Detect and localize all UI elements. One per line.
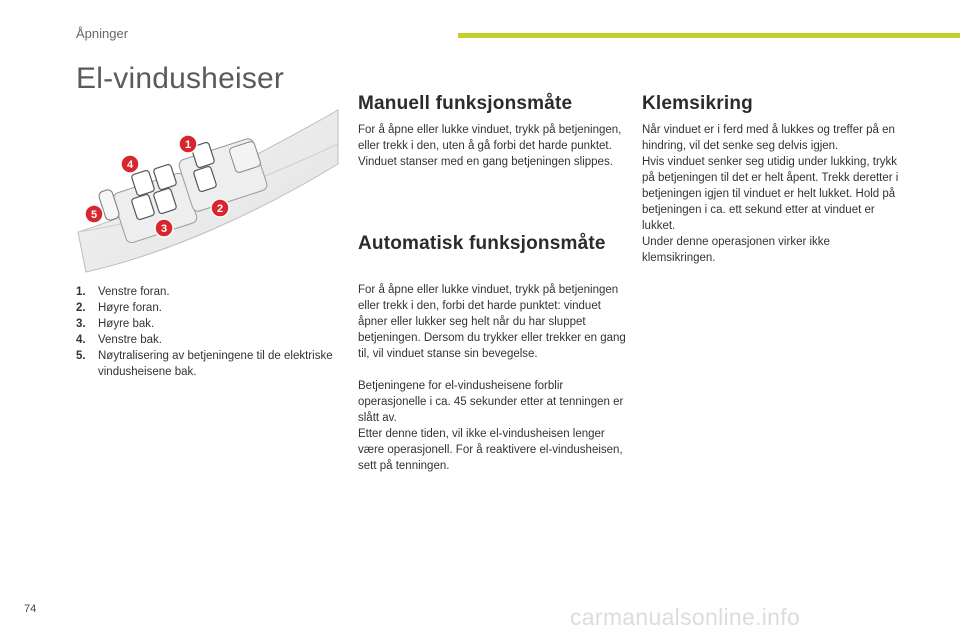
legend-item xyxy=(76,316,336,332)
legend-item xyxy=(76,300,336,316)
manual-text: For å åpne eller lukke vinduet, trykk på betjeningen, eller trekk i den, uten å gå forbi det harde punktet. Vinduet stanser med en gang betjeningen slippes. xyxy=(358,124,622,168)
header-accent-bar xyxy=(458,33,960,38)
antipinch-text-3: Under denne operasjonen virker ikke klemsikringen. xyxy=(642,236,830,264)
automatic-text-2a: Betjeningene for el-vindusheisene forblir operasjonelle i ca. 45 sekunder etter at tenningen er slått av. xyxy=(358,380,624,424)
automatic-section xyxy=(358,233,626,474)
antipinch-text-2: Hvis vinduet senker seg utidig under lukking, trykk på betjeningen til det er helt åpent. Trekk deretter i betjeningen igjen til vinduet er helt lukket. Hold på betjeningen i ca. ett sekund etter at vinduet er lukket. xyxy=(642,156,899,232)
legend-text: Høyre foran. xyxy=(98,302,162,314)
window-switch-illustration xyxy=(76,104,341,274)
legend-number: 2. xyxy=(76,302,86,314)
legend-text: Høyre bak. xyxy=(98,318,155,330)
manual-heading: Manuell funksjonsmåte xyxy=(358,93,573,114)
callout-1 xyxy=(179,135,197,153)
manual-section xyxy=(358,93,626,170)
page-title: El-vindusheiser xyxy=(76,62,285,95)
legend-item xyxy=(76,348,336,380)
section-label: Åpninger xyxy=(76,26,129,41)
callout-label-5: 5 xyxy=(90,209,98,221)
antipinch-section xyxy=(642,93,904,266)
callout-label-2: 2 xyxy=(216,203,224,215)
automatic-text-1: For å åpne eller lukke vinduet, trykk på betjeningen eller trekk i den, forbi det harde punktet: vinduet åpner eller lukker seg helt når du har sluppet betjeningen. Dersom du trykker eller trekker en gang til, vil vinduet stanse sin bevegelse. xyxy=(358,284,626,360)
antipinch-heading: Klemsikring xyxy=(642,93,753,114)
legend-text: Venstre bak. xyxy=(98,334,162,346)
legend-number: 3. xyxy=(76,318,86,330)
callout-label-3: 3 xyxy=(160,223,168,235)
callout-label-1: 1 xyxy=(184,139,192,151)
legend-item xyxy=(76,284,336,300)
page-number: 74 xyxy=(24,603,37,615)
legend-number: 5. xyxy=(76,350,86,362)
antipinch-text-1: Når vinduet er i ferd med å lukkes og treffer på en hindring, vil det senke seg delvis igjen. xyxy=(642,124,895,152)
legend-number: 4. xyxy=(76,334,86,346)
legend-text: Venstre foran. xyxy=(98,286,170,298)
automatic-text-2b: Etter denne tiden, vil ikke el-vindusheisen lenger være operasjonell. For å reaktivere el-vindusheisen, sett på tenningen. xyxy=(358,428,623,472)
callout-label-4: 4 xyxy=(126,159,134,171)
callout-5 xyxy=(85,205,103,223)
figure-legend xyxy=(76,284,336,380)
automatic-heading: Automatisk funksjonsmåte xyxy=(358,233,606,254)
legend-number: 1. xyxy=(76,286,86,298)
watermark: carmanualsonline.info xyxy=(570,604,801,630)
legend-item xyxy=(76,332,336,348)
callout-3 xyxy=(155,219,173,237)
legend-text: Nøytralisering av betjeningene til de elektriske vindusheisene bak. xyxy=(98,350,333,378)
callout-2 xyxy=(211,199,229,217)
callout-4 xyxy=(121,155,139,173)
